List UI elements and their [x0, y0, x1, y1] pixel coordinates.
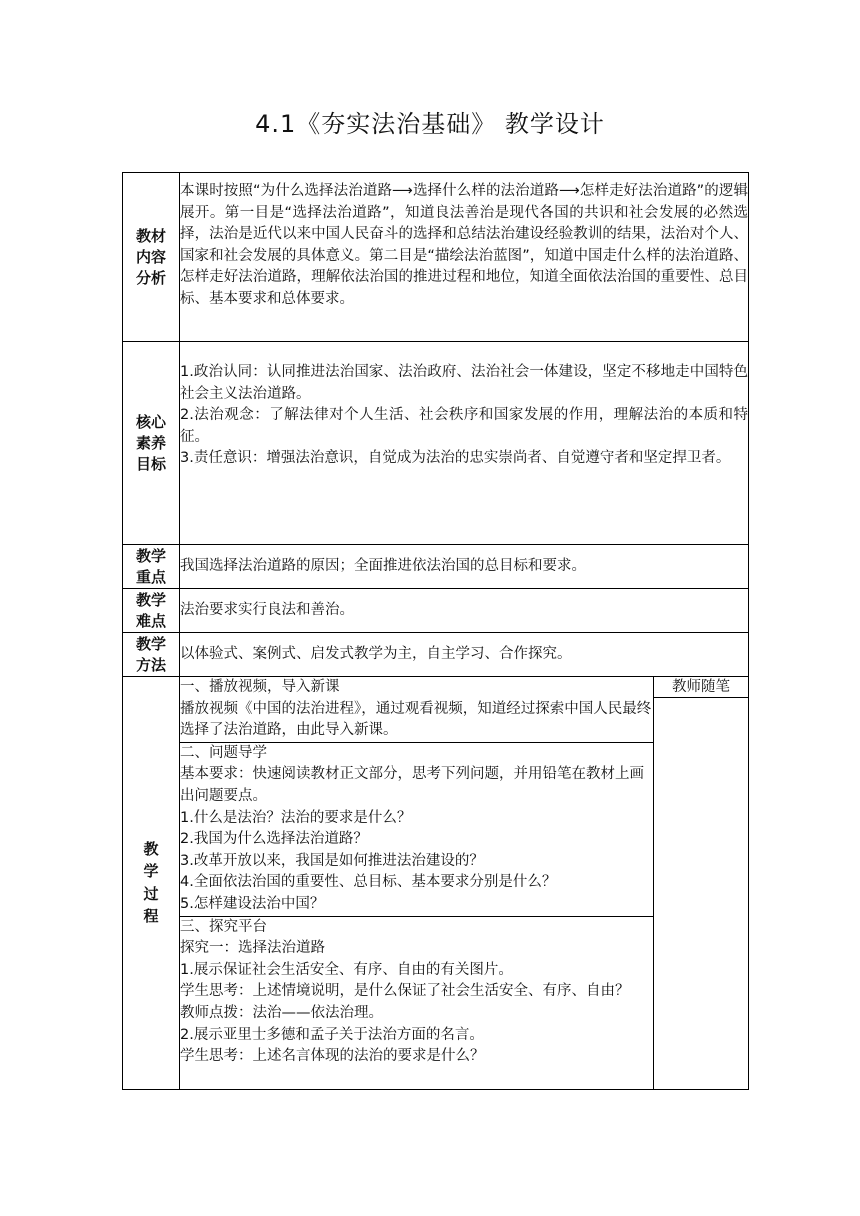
difficulties-label: 教学难点 — [135, 590, 166, 630]
step-line: 播放视频《中国的法治进程》，通过观看视频，知道经过探索中国人民最终选择了法治道路，由此导入新课。 — [180, 700, 652, 739]
process-step-2 — [180, 742, 654, 916]
methods-text: 以体验式、案例式、启发式教学为主，自主学习、合作探究。 — [180, 645, 572, 662]
step-line: 4.全面依法治国的重要性、总目标、基本要求分别是什么？ — [180, 874, 557, 891]
step-heading: 三、探究平台 — [180, 918, 267, 935]
content-analysis-cell — [180, 173, 749, 342]
difficulties-cell — [180, 589, 749, 633]
methods-row — [123, 633, 749, 677]
step-line: 教师点拨：法治——依法治理。 — [180, 1004, 383, 1021]
difficulties-text: 法治要求实行良法和善治。 — [180, 601, 354, 618]
content-analysis-row — [123, 173, 749, 342]
step-line: 3.改革开放以来，我国是如何推进法治建设的？ — [180, 852, 484, 869]
core-goals-label-cell — [123, 342, 180, 545]
step-line: 基本要求：快速阅读教材正文部分，思考下列问题，并用铅笔在教材上画出问题要点。 — [180, 766, 644, 804]
process-step-row — [123, 677, 749, 698]
process-label-char: 学 — [143, 862, 159, 881]
methods-label: 教学方法 — [135, 634, 166, 674]
step-line: 1.什么是法治？法治的要求是什么？ — [180, 809, 412, 826]
core-goal-item: 1.政治认同：认同推进法治国家、法治政府、法治社会一体建设，坚定不移地走中国特色社会主义法治道路。 — [180, 364, 749, 402]
key-points-cell — [180, 545, 749, 589]
step-line: 1.展示保证社会生活安全、有序、自由的有关图片。 — [180, 961, 513, 978]
methods-label-cell — [123, 633, 180, 677]
key-points-row — [123, 545, 749, 589]
step-line: 学生思考：上述名言体现的法治的要求是什么？ — [180, 1048, 485, 1065]
key-points-label-cell — [123, 545, 180, 589]
key-points-label: 教学重点 — [135, 546, 166, 586]
process-step-1 — [180, 677, 654, 743]
step-line: 5.怎样建设法治中国？ — [180, 895, 325, 912]
difficulties-row — [123, 589, 749, 633]
core-goal-item: 2.法治观念：了解法律对个人生活、社会秩序和国家发展的作用，理解法治的本质和特征。 — [180, 407, 749, 445]
content-analysis-label: 教材内容分析 — [135, 226, 166, 287]
core-goals-label: 核心素养目标 — [135, 412, 166, 473]
teacher-notes-cell — [654, 698, 749, 1090]
core-goals-cell — [180, 342, 749, 545]
step-line: 2.我国为什么选择法治道路？ — [180, 831, 368, 848]
process-step-3 — [180, 916, 654, 1089]
difficulties-label-cell — [123, 589, 180, 633]
step-line: 2.展示亚里士多德和孟子关于法治方面的名言。 — [180, 1026, 484, 1043]
key-points-text: 我国选择法治道路的原因；全面推进依法治国的总目标和要求。 — [180, 557, 586, 574]
process-label-char: 程 — [143, 907, 159, 926]
methods-cell — [180, 633, 749, 677]
step-heading: 二、问题导学 — [180, 744, 267, 761]
process-label-char: 过 — [143, 884, 159, 903]
teacher-notes-header: 教师随笔 — [654, 677, 749, 698]
document-title: 4.1《夯实法治基础》 教学设计 — [255, 110, 605, 138]
core-goal-item: 3.责任意识：增强法治意识，自觉成为法治的忠实崇尚者、自觉遵守者和坚定捍卫者。 — [180, 450, 731, 467]
step-heading: 一、播放视频，导入新课 — [180, 679, 340, 695]
step-line: 学生思考：上述情境说明，是什么保证了社会生活安全、有序、自由？ — [180, 983, 630, 1000]
content-analysis-label-cell — [123, 173, 180, 342]
process-label-cell — [123, 677, 180, 1090]
process-label-char: 教 — [143, 839, 159, 858]
content-analysis-text: 本课时按照“为什么选择法治道路⟶选择什么样的法治道路⟶怎样走好法治道路”的逻辑展开。第一目是“选择法治道路”，知道良法善治是现代各国的共识和社会发展的必然选择，法治是近代以来中国人民奋斗的选择和总结法治建设经验教训的结果，法治对个人、国家和社会发展的具体意义。第二目是“描绘法治蓝图”，知道中国走什么样的法治道路、怎样走好法治道路，理解依法治国的推进过程和地位，知道全面依法治国的重要性、总目标、基本要求和总体要求。 — [180, 183, 749, 307]
core-goals-row — [123, 342, 749, 545]
lesson-plan-table — [122, 172, 749, 1090]
step-line: 探究一：选择法治道路 — [180, 940, 325, 957]
